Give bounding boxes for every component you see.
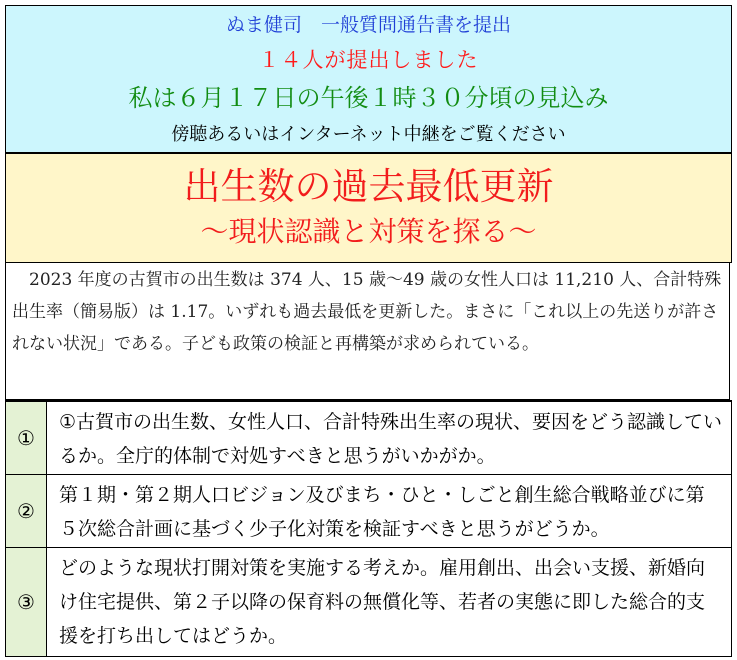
question-number: ① (6, 402, 47, 474)
topic-title-box (5, 152, 732, 263)
question-text: ①古賀市の出生数、女性人口、合計特殊出生率の現状、要因をどう認識しているか。全庁的体制で対処すべきと思うがいかがか。 (59, 411, 723, 467)
question-number: ② (6, 475, 47, 547)
announcement-header (5, 5, 732, 153)
question-text: 第１期・第２期人口ビジョン及びまち・ひと・しごと創生総合戦略並びに第５次総合計画に基づく少子化対策を検証すべきと思うがどうか。 (59, 484, 705, 540)
question-row (5, 547, 732, 657)
submission-notice: ぬま健司 一般質問通告書を提出 (225, 14, 511, 36)
question-number: ③ (6, 548, 47, 656)
background-text (5, 262, 730, 400)
topic-subtitle: ～現状認識と対策を探る～ (200, 215, 537, 248)
question-row (5, 400, 732, 475)
submitter-count: １４人が提出しました (258, 48, 479, 72)
notice-document (5, 5, 732, 655)
viewing-invitation: 傍聴あるいはインターネット中継をご覧ください (171, 124, 566, 145)
background-paragraph: 2023 年度の古賀市の出生数は 374 人、15 歳～49 歳の女性人口は 11,210 人、合計特殊出生率（簡易版）は 1.17。いずれも過去最低を更新した。まさに「これ以上の先送りが許されない状況」である。子ども政策の検証と再構築が求められている。 (12, 270, 722, 354)
question-text: どのような現状打開対策を実施する考えか。雇用創出、出会い支援、新婚向け住宅提供、第２子以降の保育料の無償化等、若者の実態に即した総合的支援を打ち出してはどうか。 (59, 557, 706, 647)
topic-title: 出生数の過去最低更新 (183, 165, 554, 208)
schedule-estimate: 私は６月１７日の午後１時３０分頃の見込み (128, 84, 609, 112)
question-row (5, 474, 732, 548)
